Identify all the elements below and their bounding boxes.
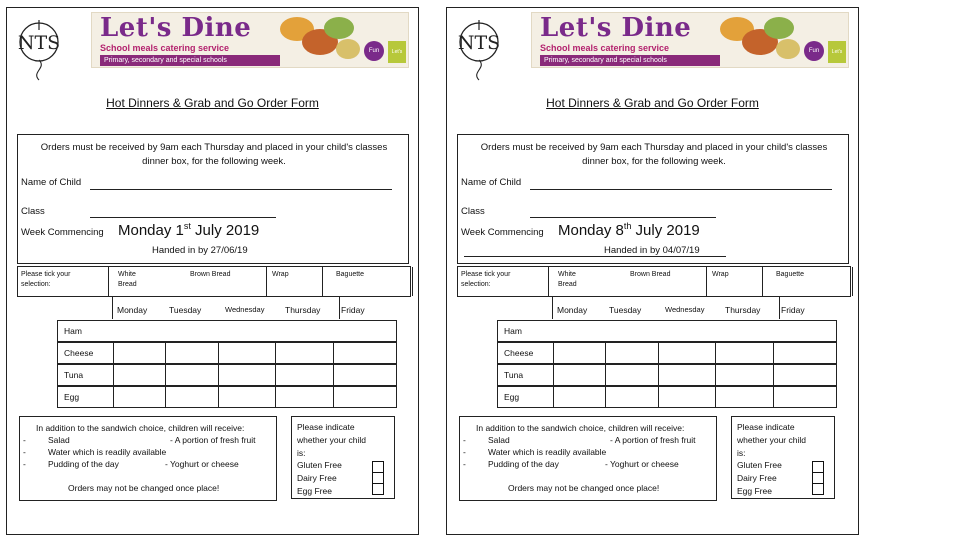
extras-bullet: - bbox=[463, 447, 466, 457]
bread-selection-box bbox=[17, 266, 411, 297]
day-divider bbox=[112, 297, 113, 319]
day-header: Friday bbox=[781, 305, 805, 315]
day-header: Monday bbox=[557, 305, 588, 315]
dietary-option: Egg Free bbox=[737, 485, 772, 496]
selection-divider bbox=[322, 267, 323, 296]
order-cell[interactable] bbox=[275, 387, 334, 407]
filling-label: Tuna bbox=[504, 370, 524, 380]
class-label: Class bbox=[461, 206, 485, 217]
bread-selection-box bbox=[457, 266, 851, 297]
dietary-intro: Please indicate bbox=[737, 422, 795, 432]
name-label: Name of Child bbox=[21, 177, 82, 188]
order-cell[interactable] bbox=[553, 387, 606, 407]
selection-divider bbox=[852, 267, 853, 296]
day-divider bbox=[552, 297, 553, 319]
day-header: Friday bbox=[341, 305, 365, 315]
school-logo bbox=[17, 16, 61, 84]
extras-bullet: - bbox=[23, 447, 26, 457]
order-cell[interactable] bbox=[658, 387, 716, 407]
dietary-box bbox=[731, 416, 835, 499]
week-date-suffix: st bbox=[183, 221, 191, 231]
filling-label: Ham bbox=[504, 326, 522, 336]
order-cell[interactable] bbox=[605, 343, 659, 363]
extras-item: Water which is readily available bbox=[48, 447, 167, 457]
week-label: Week Commencing bbox=[21, 227, 104, 238]
selection-label: Please tick your selection: bbox=[21, 271, 71, 288]
bread-option[interactable]: Baguette bbox=[336, 271, 365, 278]
dietary-checkbox[interactable] bbox=[812, 483, 824, 495]
banner-tagline: Primary, secondary and special schools bbox=[540, 55, 720, 66]
school-logo bbox=[457, 16, 501, 84]
order-cell[interactable] bbox=[165, 343, 219, 363]
filling-label: Cheese bbox=[64, 348, 94, 358]
order-cell[interactable] bbox=[218, 365, 276, 385]
extras-item: Pudding of the day bbox=[48, 459, 119, 469]
order-cell[interactable] bbox=[553, 343, 606, 363]
dietary-intro: is: bbox=[737, 447, 746, 458]
order-cell[interactable] bbox=[553, 365, 606, 385]
dietary-intro: whether your child bbox=[297, 434, 366, 445]
order-cell[interactable] bbox=[333, 343, 399, 363]
extras-box bbox=[459, 416, 717, 501]
dietary-option: Dairy Free bbox=[297, 473, 337, 484]
order-cell[interactable] bbox=[333, 365, 399, 385]
extras-bullet: - bbox=[23, 435, 26, 445]
details-box bbox=[457, 134, 849, 264]
week-date-rest: July 2019 bbox=[190, 222, 260, 239]
filling-row bbox=[497, 342, 837, 364]
day-header: Tuesday bbox=[609, 305, 642, 315]
day-header: Thursday bbox=[285, 305, 321, 315]
banner-tagline: Primary, secondary and special schools bbox=[100, 55, 280, 66]
bread-option[interactable]: White Bread bbox=[558, 271, 577, 288]
form-title: Hot Dinners & Grab and Go Order Form bbox=[106, 96, 319, 110]
order-cell[interactable] bbox=[658, 365, 716, 385]
filling-label: Egg bbox=[504, 392, 520, 402]
bread-option[interactable]: Baguette bbox=[776, 271, 805, 278]
lets-dine-badge: Let's Dine bbox=[828, 41, 846, 63]
extras-intro: In addition to the sandwich choice, children will receive: bbox=[476, 423, 685, 433]
order-cell[interactable] bbox=[165, 387, 219, 407]
extras-item: Salad bbox=[488, 435, 510, 445]
bread-option[interactable]: Wrap bbox=[272, 271, 289, 278]
order-cell[interactable] bbox=[333, 387, 399, 407]
form-title: Hot Dinners & Grab and Go Order Form bbox=[546, 96, 759, 110]
dietary-option: Gluten Free bbox=[297, 460, 342, 471]
day-header: Wednesday bbox=[665, 305, 705, 314]
selection-divider bbox=[762, 267, 763, 296]
bread-option[interactable]: Brown Bread bbox=[630, 271, 671, 278]
day-divider bbox=[339, 297, 340, 319]
food-photo bbox=[776, 39, 800, 59]
dietary-intro: Please indicate bbox=[297, 422, 355, 432]
handed-in-date: Handed in by 04/07/19 bbox=[604, 245, 700, 256]
dietary-intro: whether your child bbox=[737, 434, 806, 445]
extras-bullet: - bbox=[23, 459, 26, 469]
banner-title: Let's Dine bbox=[540, 13, 692, 43]
week-date-suffix: th bbox=[623, 221, 632, 231]
banner-subtitle: School meals catering service bbox=[100, 43, 230, 53]
extras-item: Water which is readily available bbox=[488, 447, 607, 457]
extras-bullet: - bbox=[463, 459, 466, 469]
selection-label: Please tick your selection: bbox=[461, 271, 511, 288]
lets-dine-banner bbox=[531, 12, 849, 77]
deadline-notice: Orders must be received by 9am each Thursday and placed in your child's classes dinner box, for the following week. bbox=[480, 142, 828, 167]
order-cell[interactable] bbox=[165, 365, 219, 385]
dietary-option: Egg Free bbox=[297, 485, 332, 496]
lets-dine-badge: Let's Dine bbox=[388, 41, 406, 63]
bread-option[interactable]: Brown Bread bbox=[190, 271, 231, 278]
order-form-right bbox=[446, 7, 859, 535]
food-photo bbox=[336, 39, 360, 59]
filling-row bbox=[497, 364, 837, 386]
no-change-notice: Orders may not be changed once place! bbox=[508, 483, 660, 493]
selection-divider bbox=[412, 267, 413, 296]
week-date bbox=[118, 221, 259, 239]
order-cell[interactable] bbox=[773, 365, 839, 385]
selection-divider bbox=[706, 267, 707, 296]
dietary-box bbox=[291, 416, 395, 499]
day-divider bbox=[779, 297, 780, 319]
bread-option[interactable]: Wrap bbox=[712, 271, 729, 278]
food-photo bbox=[764, 17, 794, 39]
order-cell[interactable] bbox=[658, 343, 716, 363]
extras-box bbox=[19, 416, 277, 501]
class-field[interactable] bbox=[530, 217, 716, 218]
filling-row bbox=[497, 386, 837, 408]
order-cell[interactable] bbox=[605, 387, 659, 407]
filling-row bbox=[57, 364, 397, 386]
extras-bullet: - bbox=[463, 435, 466, 445]
week-date-main: Monday 1 bbox=[118, 222, 184, 239]
order-form-left bbox=[6, 7, 419, 535]
selection-divider bbox=[108, 267, 109, 296]
order-cell[interactable] bbox=[275, 343, 334, 363]
dietary-text bbox=[737, 421, 806, 498]
logo-text: NTS bbox=[17, 32, 61, 54]
dietary-checkbox[interactable] bbox=[372, 483, 384, 495]
filling-row bbox=[57, 386, 397, 408]
fun-badge: Fun bbox=[364, 41, 384, 61]
bread-option[interactable]: White Bread bbox=[118, 271, 137, 288]
filling-label: Cheese bbox=[504, 348, 534, 358]
order-cell[interactable] bbox=[218, 343, 276, 363]
handed-in-underline bbox=[464, 256, 726, 257]
order-cell[interactable] bbox=[113, 365, 166, 385]
week-date-main: Monday 8 bbox=[558, 222, 624, 239]
selection-divider bbox=[548, 267, 549, 296]
banner-subtitle: School meals catering service bbox=[540, 43, 670, 53]
class-label: Class bbox=[21, 206, 45, 217]
day-header: Monday bbox=[117, 305, 148, 315]
order-cell[interactable] bbox=[605, 365, 659, 385]
dietary-intro: is: bbox=[297, 447, 306, 458]
order-cell[interactable] bbox=[218, 387, 276, 407]
selection-divider bbox=[266, 267, 267, 296]
class-field[interactable] bbox=[90, 217, 276, 218]
dietary-text bbox=[297, 421, 366, 498]
fun-badge: Fun bbox=[804, 41, 824, 61]
filling-row bbox=[57, 342, 397, 364]
order-cell[interactable] bbox=[113, 387, 166, 407]
day-header: Tuesday bbox=[169, 305, 202, 315]
details-box bbox=[17, 134, 409, 264]
filling-label: Egg bbox=[64, 392, 80, 402]
extras-item-right: - A portion of fresh fruit bbox=[610, 435, 696, 445]
filling-row bbox=[57, 320, 397, 342]
order-cell[interactable] bbox=[275, 365, 334, 385]
order-cell[interactable] bbox=[715, 387, 774, 407]
extras-item-right: - A portion of fresh fruit bbox=[170, 435, 256, 445]
extras-item: Pudding of the day bbox=[488, 459, 559, 469]
deadline-notice: Orders must be received by 9am each Thursday and placed in your child's classes dinner box, for the following week. bbox=[40, 142, 388, 167]
week-label: Week Commencing bbox=[461, 227, 544, 238]
dietary-option: Gluten Free bbox=[737, 460, 782, 471]
day-header: Wednesday bbox=[225, 305, 265, 314]
name-field[interactable] bbox=[530, 189, 832, 190]
handed-in-date: Handed in by 27/06/19 bbox=[152, 245, 248, 256]
filling-row bbox=[497, 320, 837, 342]
banner-title: Let's Dine bbox=[100, 13, 252, 43]
no-change-notice: Orders may not be changed once place! bbox=[68, 483, 220, 493]
name-field[interactable] bbox=[90, 189, 392, 190]
name-label: Name of Child bbox=[461, 177, 522, 188]
order-cell[interactable] bbox=[715, 365, 774, 385]
order-cell[interactable] bbox=[773, 387, 839, 407]
order-cell[interactable] bbox=[773, 343, 839, 363]
food-photo bbox=[324, 17, 354, 39]
filling-label: Ham bbox=[64, 326, 82, 336]
extras-item: Salad bbox=[48, 435, 70, 445]
dietary-option: Dairy Free bbox=[737, 473, 777, 484]
extras-item-right: - Yoghurt or cheese bbox=[605, 459, 679, 469]
extras-item-right: - Yoghurt or cheese bbox=[165, 459, 239, 469]
week-date bbox=[558, 221, 700, 239]
filling-label: Tuna bbox=[64, 370, 84, 380]
order-cell[interactable] bbox=[715, 343, 774, 363]
lets-dine-banner bbox=[91, 12, 409, 77]
week-date-rest: July 2019 bbox=[631, 222, 700, 239]
extras-intro: In addition to the sandwich choice, children will receive: bbox=[36, 423, 245, 433]
order-cell[interactable] bbox=[113, 343, 166, 363]
day-header: Thursday bbox=[725, 305, 761, 315]
logo-text: NTS bbox=[457, 32, 501, 54]
